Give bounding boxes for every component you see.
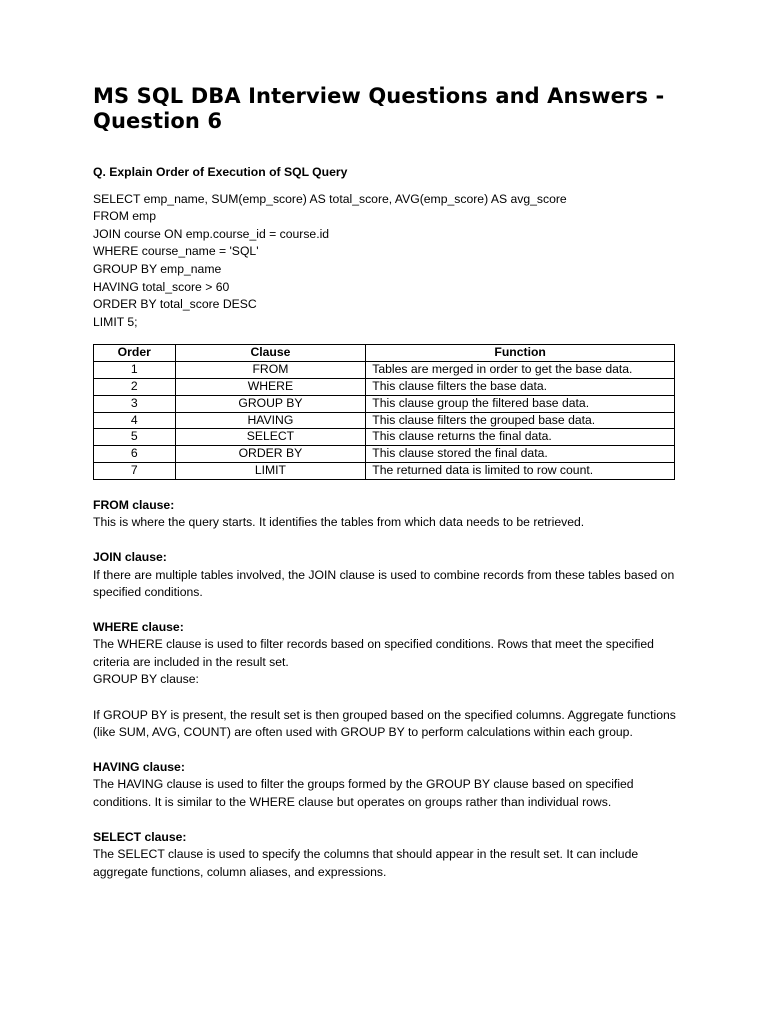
section-body: If GROUP BY is present, the result set is then grouped based on the specified columns. Aggregate functions (like SUM, AVG, COUNT) are often used with GROUP BY to perform calculations within each group. bbox=[93, 707, 676, 740]
sql-line: ORDER BY total_score DESC bbox=[93, 297, 257, 312]
section-heading: HAVING clause: bbox=[93, 759, 185, 774]
sql-line: LIMIT 5; bbox=[93, 314, 138, 329]
section-heading: FROM clause: bbox=[93, 497, 175, 512]
paragraph-spacer bbox=[93, 689, 678, 707]
header-clause: Clause bbox=[175, 345, 366, 362]
cell-function: Tables are merged in order to get the base data. bbox=[366, 362, 675, 379]
section-heading: WHERE clause: bbox=[93, 619, 184, 634]
cell-clause: SELECT bbox=[175, 429, 366, 446]
cell-order: 3 bbox=[94, 395, 176, 412]
sql-line: GROUP BY emp_name bbox=[93, 261, 222, 276]
cell-clause: LIMIT bbox=[175, 462, 366, 479]
cell-clause: ORDER BY bbox=[175, 446, 366, 463]
header-order: Order bbox=[94, 345, 176, 362]
cell-order: 1 bbox=[94, 362, 176, 379]
section-heading: JOIN clause: bbox=[93, 549, 167, 564]
table-row bbox=[94, 378, 675, 395]
from-clause-section bbox=[93, 497, 678, 532]
document-page bbox=[93, 84, 678, 881]
sql-line: HAVING total_score > 60 bbox=[93, 279, 230, 294]
section-heading: SELECT clause: bbox=[93, 829, 187, 844]
cell-clause: GROUP BY bbox=[175, 395, 366, 412]
cell-order: 4 bbox=[94, 412, 176, 429]
cell-function: This clause filters the grouped base data. bbox=[366, 412, 675, 429]
cell-function: This clause returns the final data. bbox=[366, 429, 675, 446]
sql-line: WHERE course_name = 'SQL' bbox=[93, 244, 259, 259]
sql-query-block bbox=[93, 191, 678, 332]
where-clause-section bbox=[93, 619, 678, 742]
sql-line: SELECT emp_name, SUM(emp_score) AS total_score, AVG(emp_score) AS avg_score bbox=[93, 191, 567, 206]
cell-function: This clause filters the base data. bbox=[366, 378, 675, 395]
cell-clause: WHERE bbox=[175, 378, 366, 395]
cell-order: 2 bbox=[94, 378, 176, 395]
section-body: The HAVING clause is used to filter the groups formed by the GROUP BY clause based on specified conditions. It is similar to the WHERE clause but operates on groups rather than individual rows. bbox=[93, 777, 634, 810]
cell-function: This clause stored the final data. bbox=[366, 446, 675, 463]
select-clause-section bbox=[93, 829, 678, 882]
sql-line: JOIN course ON emp.course_id = course.id bbox=[93, 226, 330, 241]
table-row bbox=[94, 429, 675, 446]
table-row bbox=[94, 462, 675, 479]
execution-order-table bbox=[93, 344, 675, 479]
group-by-heading: GROUP BY clause: bbox=[93, 672, 199, 687]
table-row bbox=[94, 395, 675, 412]
table-header-row bbox=[94, 345, 675, 362]
table-row bbox=[94, 446, 675, 463]
having-clause-section bbox=[93, 759, 678, 812]
table-row bbox=[94, 412, 675, 429]
sql-line: FROM emp bbox=[93, 209, 156, 224]
cell-order: 5 bbox=[94, 429, 176, 446]
section-body: This is where the query starts. It identifies the tables from which data needs to be retrieved. bbox=[93, 515, 585, 530]
header-function: Function bbox=[366, 345, 675, 362]
cell-clause: HAVING bbox=[175, 412, 366, 429]
section-body: The SELECT clause is used to specify the columns that should appear in the result set. It can include aggregate functions, column aliases, and expressions. bbox=[93, 847, 639, 879]
cell-order: 6 bbox=[94, 446, 176, 463]
cell-order: 7 bbox=[94, 462, 176, 479]
cell-function: This clause group the filtered base data. bbox=[366, 395, 675, 412]
section-body: The WHERE clause is used to filter records based on specified conditions. Rows that meet the specified criteria are included in the result set. bbox=[93, 637, 654, 669]
table-row bbox=[94, 362, 675, 379]
cell-clause: FROM bbox=[175, 362, 366, 379]
section-body: If there are multiple tables involved, the JOIN clause is used to combine records from these tables based on specified conditions. bbox=[93, 567, 675, 600]
cell-function: The returned data is limited to row count. bbox=[366, 462, 675, 479]
join-clause-section bbox=[93, 549, 678, 602]
page-title: MS SQL DBA Interview Questions and Answers - Question 6 bbox=[93, 84, 665, 133]
question-heading: Q. Explain Order of Execution of SQL Query bbox=[93, 165, 348, 179]
